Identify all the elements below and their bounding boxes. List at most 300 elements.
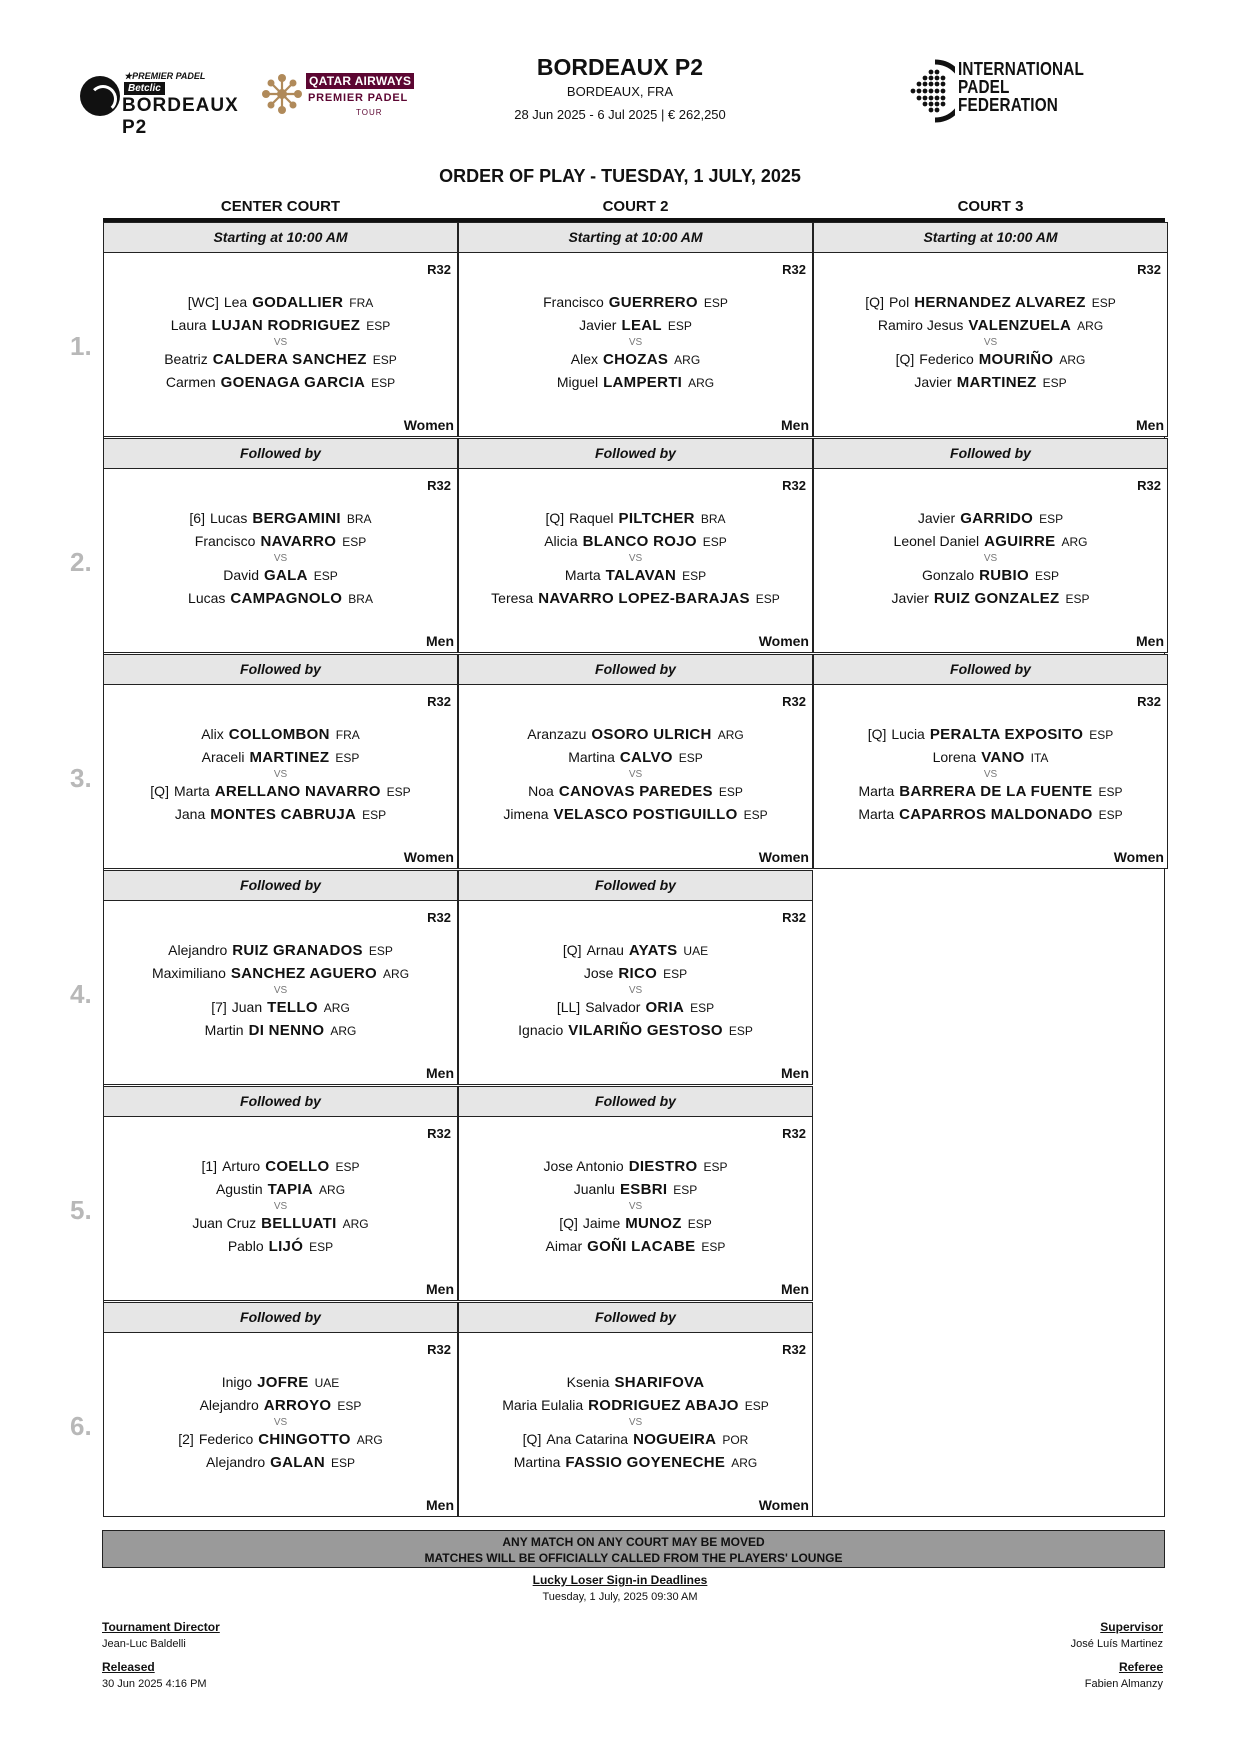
player-country: ESP bbox=[682, 569, 707, 583]
player-country: ESP bbox=[667, 319, 692, 333]
player-country: ARG bbox=[319, 1183, 346, 1197]
player-country: ARG bbox=[330, 1024, 357, 1038]
player-last-name: AGUIRRE bbox=[984, 533, 1056, 550]
match-players bbox=[459, 939, 812, 1042]
player-line bbox=[814, 587, 1167, 610]
player-line bbox=[104, 1155, 457, 1178]
player-last-name: PILTCHER bbox=[618, 510, 695, 527]
player-line bbox=[104, 1212, 457, 1235]
followed-by-header: Followed by bbox=[458, 1086, 813, 1117]
player-country: ESP bbox=[755, 592, 780, 606]
match-card-court-2-2[interactable] bbox=[458, 468, 813, 653]
padel-ball-icon bbox=[80, 76, 120, 116]
player-country: ESP bbox=[1034, 569, 1059, 583]
court-name-court-3: COURT 3 bbox=[957, 198, 1024, 215]
player-first-name: Alejandro bbox=[206, 1454, 266, 1470]
tournament-dates: 28 Jun 2025 - 6 Jul 2025 | € 262,250 bbox=[514, 107, 726, 122]
player-line bbox=[459, 780, 812, 803]
player-line bbox=[104, 1451, 457, 1474]
court-start-time: Starting at 10:00 AM bbox=[813, 222, 1168, 253]
player-seed: [Q] bbox=[895, 351, 915, 367]
player-line bbox=[814, 723, 1167, 746]
player-country: ESP bbox=[703, 1160, 728, 1174]
player-line bbox=[459, 1178, 812, 1201]
player-seed: [Q] bbox=[522, 1431, 542, 1447]
ipf-name: INTERNATIONAL PADEL FEDERATION bbox=[958, 59, 1085, 115]
match-round: R32 bbox=[1137, 478, 1161, 493]
player-last-name: RUIZ GONZALEZ bbox=[933, 590, 1060, 607]
player-first-name: Marta bbox=[173, 783, 210, 799]
match-players bbox=[814, 291, 1167, 394]
player-last-name: CAPARROS MALDONADO bbox=[899, 806, 1093, 823]
player-seed: [6] bbox=[189, 510, 205, 526]
player-seed: [WC] bbox=[187, 294, 219, 310]
followed-by-header: Followed by bbox=[103, 870, 458, 901]
logo-premier-text: ★PREMIER PADEL bbox=[124, 71, 206, 81]
logo-sponsor-text: Betclic bbox=[124, 82, 165, 95]
player-line bbox=[459, 1394, 812, 1417]
player-line bbox=[459, 348, 812, 371]
player-country: ITA bbox=[1030, 751, 1049, 765]
match-round: R32 bbox=[1137, 694, 1161, 709]
player-first-name: Jimena bbox=[503, 806, 549, 822]
player-first-name: Jose bbox=[583, 965, 614, 981]
player-line bbox=[459, 1371, 812, 1394]
followed-by-header: Followed by bbox=[813, 438, 1168, 469]
player-seed: [Q] bbox=[150, 783, 169, 799]
match-players bbox=[459, 1155, 812, 1258]
tournament-title: BORDEAUX P2 bbox=[536, 54, 704, 80]
player-first-name: Ramiro Jesus bbox=[877, 317, 964, 333]
tournament-location: BORDEAUX, FRA bbox=[566, 84, 674, 99]
match-card-center-4[interactable] bbox=[103, 900, 458, 1085]
player-first-name: Pol bbox=[888, 294, 910, 310]
match-card-center-3[interactable] bbox=[103, 684, 458, 869]
player-first-name: Leonel Daniel bbox=[893, 533, 980, 549]
ipf-logo bbox=[905, 58, 1085, 124]
followed-by-header: Followed by bbox=[103, 1302, 458, 1333]
player-first-name: Lucas bbox=[209, 510, 248, 526]
player-country: ARG bbox=[356, 1433, 383, 1447]
player-first-name: David bbox=[223, 567, 260, 583]
versus-label: VS bbox=[628, 769, 643, 780]
match-card-court-2-5[interactable] bbox=[458, 1116, 813, 1301]
player-first-name: Juan Cruz bbox=[192, 1215, 257, 1231]
player-first-name: Maria Eulalia bbox=[502, 1397, 584, 1413]
match-round: R32 bbox=[782, 910, 806, 925]
player-first-name: Jana bbox=[174, 806, 206, 822]
player-last-name: OSORO ULRICH bbox=[591, 726, 712, 743]
tournament-director-label: Tournament Director bbox=[102, 1620, 220, 1634]
player-last-name: FASSIO GOYENECHE bbox=[565, 1454, 726, 1471]
match-card-court-3-2[interactable] bbox=[813, 468, 1168, 653]
referee-label: Referee bbox=[1118, 1660, 1163, 1674]
player-line bbox=[459, 530, 812, 553]
player-last-name: MONTES CABRUJA bbox=[210, 806, 357, 823]
player-line bbox=[459, 314, 812, 337]
court-name-court-2: COURT 2 bbox=[602, 198, 669, 215]
player-last-name: NOGUEIRA bbox=[633, 1431, 717, 1448]
player-line bbox=[459, 939, 812, 962]
player-country: ARG bbox=[323, 1001, 350, 1015]
player-country: ESP bbox=[703, 296, 728, 310]
player-country: ESP bbox=[702, 535, 727, 549]
match-round: R32 bbox=[1137, 262, 1161, 277]
match-category: Women bbox=[758, 849, 809, 865]
player-first-name: Aimar bbox=[545, 1238, 583, 1254]
referee-name: Fabien Almanzy bbox=[1084, 1678, 1163, 1690]
match-category: Men bbox=[1136, 633, 1164, 649]
player-last-name: PERALTA EXPOSITO bbox=[929, 726, 1084, 743]
player-line bbox=[814, 780, 1167, 803]
match-category: Men bbox=[426, 633, 454, 649]
player-last-name: VELASCO POSTIGUILLO bbox=[553, 806, 738, 823]
player-country: ESP bbox=[1098, 808, 1123, 822]
player-first-name: Miguel bbox=[556, 374, 599, 390]
lucky-loser-date: Tuesday, 1 July, 2025 09:30 AM bbox=[542, 1591, 698, 1603]
player-first-name: Lorena bbox=[932, 749, 977, 765]
player-first-name: Alejandro bbox=[168, 942, 228, 958]
player-last-name: RICO bbox=[618, 965, 658, 982]
match-players bbox=[814, 507, 1167, 610]
match-card-court-3-1[interactable] bbox=[813, 252, 1168, 437]
player-line bbox=[459, 507, 812, 530]
player-country: UAE bbox=[314, 1376, 340, 1390]
player-last-name: JOFRE bbox=[257, 1374, 309, 1391]
versus-label: VS bbox=[273, 1201, 288, 1212]
player-line bbox=[459, 1212, 812, 1235]
supervisor-label: Supervisor bbox=[1100, 1620, 1163, 1634]
versus-label: VS bbox=[273, 553, 288, 564]
match-category: Men bbox=[426, 1065, 454, 1081]
player-first-name: Alex bbox=[570, 351, 599, 367]
player-country: ESP bbox=[690, 1001, 715, 1015]
player-first-name: Javier bbox=[917, 510, 956, 526]
match-card-court-2-4[interactable] bbox=[458, 900, 813, 1085]
match-category: Women bbox=[403, 417, 454, 433]
player-last-name: COLLOMBON bbox=[228, 726, 330, 743]
player-first-name: Raquel bbox=[569, 510, 614, 526]
match-round: R32 bbox=[427, 1126, 451, 1141]
player-first-name: Marta bbox=[564, 567, 601, 583]
player-line bbox=[104, 803, 457, 826]
player-line bbox=[459, 1451, 812, 1474]
event-logo bbox=[80, 68, 420, 138]
player-country: ESP bbox=[718, 785, 743, 799]
player-last-name: GALAN bbox=[270, 1454, 325, 1471]
player-line bbox=[104, 1394, 457, 1417]
player-country: ESP bbox=[1065, 592, 1090, 606]
match-round: R32 bbox=[427, 910, 451, 925]
followed-by-header: Followed by bbox=[458, 438, 813, 469]
row-number: 2. bbox=[70, 547, 92, 577]
player-country: ESP bbox=[673, 1183, 698, 1197]
versus-label: VS bbox=[273, 1417, 288, 1428]
player-last-name: CALDERA SANCHEZ bbox=[212, 351, 367, 368]
player-country: ESP bbox=[386, 785, 411, 799]
player-last-name: NAVARRO bbox=[260, 533, 337, 550]
match-players bbox=[104, 507, 457, 610]
released-date: 30 Jun 2025 4:16 PM bbox=[102, 1678, 207, 1690]
player-country: ARG bbox=[342, 1217, 369, 1231]
player-first-name: Araceli bbox=[201, 749, 245, 765]
player-line bbox=[104, 371, 457, 394]
match-players bbox=[104, 1371, 457, 1474]
player-line bbox=[104, 1371, 457, 1394]
tournament-director-name: Jean-Luc Baldelli bbox=[102, 1638, 186, 1650]
versus-label: VS bbox=[273, 337, 288, 348]
player-first-name: Aranzazu bbox=[527, 726, 587, 742]
match-category: Men bbox=[781, 1281, 809, 1297]
player-last-name: ARELLANO NAVARRO bbox=[214, 783, 381, 800]
row-number: 4. bbox=[70, 979, 92, 1009]
ipf-emblem-icon bbox=[905, 58, 955, 124]
player-line bbox=[104, 291, 457, 314]
player-country: FRA bbox=[349, 296, 374, 310]
supervisor-name: José Luís Martinez bbox=[1070, 1638, 1163, 1650]
player-line bbox=[814, 746, 1167, 769]
player-first-name: Francisco bbox=[543, 294, 604, 310]
player-country: POR bbox=[722, 1433, 749, 1447]
player-line bbox=[104, 314, 457, 337]
player-line bbox=[814, 291, 1167, 314]
player-first-name: Jose Antonio bbox=[543, 1158, 624, 1174]
player-first-name: Lucas bbox=[188, 590, 226, 606]
player-country: ESP bbox=[368, 944, 393, 958]
player-last-name: ARROYO bbox=[263, 1397, 332, 1414]
player-line bbox=[104, 723, 457, 746]
player-line bbox=[814, 314, 1167, 337]
player-line bbox=[814, 564, 1167, 587]
match-category: Men bbox=[426, 1281, 454, 1297]
player-line bbox=[104, 746, 457, 769]
player-last-name: LIJÓ bbox=[268, 1238, 304, 1255]
player-line bbox=[104, 530, 457, 553]
match-category: Men bbox=[781, 417, 809, 433]
player-country: ESP bbox=[744, 1399, 769, 1413]
player-country: ARG bbox=[1061, 535, 1088, 549]
match-category: Women bbox=[1113, 849, 1164, 865]
player-country: ESP bbox=[366, 319, 391, 333]
released-label: Released bbox=[102, 1660, 155, 1674]
player-line bbox=[459, 587, 812, 610]
player-seed: [LL] bbox=[556, 999, 581, 1015]
airline-text: QATAR AIRWAYS bbox=[306, 73, 414, 89]
flower-icon bbox=[258, 70, 306, 118]
player-line bbox=[814, 803, 1167, 826]
match-category: Women bbox=[403, 849, 454, 865]
player-first-name: Beatriz bbox=[164, 351, 208, 367]
match-card-center-2[interactable] bbox=[103, 468, 458, 653]
match-category: Men bbox=[781, 1065, 809, 1081]
player-last-name: SANCHEZ AGUERO bbox=[230, 965, 378, 982]
player-last-name: LEAL bbox=[621, 317, 662, 334]
match-card-court-3-3[interactable] bbox=[813, 684, 1168, 869]
match-players bbox=[104, 939, 457, 1042]
match-players bbox=[104, 1155, 457, 1258]
match-category: Men bbox=[1136, 417, 1164, 433]
player-first-name: Carmen bbox=[165, 374, 216, 390]
player-line bbox=[814, 371, 1167, 394]
player-country: ARG bbox=[1077, 319, 1104, 333]
player-country: ESP bbox=[372, 353, 397, 367]
player-first-name: Ignacio bbox=[518, 1022, 564, 1038]
match-card-center-6[interactable] bbox=[103, 1332, 458, 1517]
player-line bbox=[459, 1155, 812, 1178]
player-first-name: Juanlu bbox=[573, 1181, 615, 1197]
player-line bbox=[104, 564, 457, 587]
player-country: ESP bbox=[337, 1399, 362, 1413]
player-country: BRA bbox=[346, 512, 372, 526]
player-last-name: RUIZ GRANADOS bbox=[232, 942, 363, 959]
player-first-name: Federico bbox=[198, 1431, 254, 1447]
player-line bbox=[104, 1235, 457, 1258]
player-last-name: GODALLIER bbox=[252, 294, 344, 311]
player-country: ESP bbox=[743, 808, 768, 822]
player-first-name: Alejandro bbox=[199, 1397, 259, 1413]
player-first-name: Javier bbox=[579, 317, 617, 333]
logo-event-text: BORDEAUX P2 bbox=[122, 95, 239, 138]
player-country: ARG bbox=[731, 1456, 758, 1470]
player-first-name: Noa bbox=[528, 783, 554, 799]
player-last-name: GUERRERO bbox=[608, 294, 698, 311]
player-last-name: GARRIDO bbox=[960, 510, 1034, 527]
player-first-name: Marta bbox=[858, 783, 895, 799]
player-first-name: Federico bbox=[919, 351, 974, 367]
player-line bbox=[104, 1019, 457, 1042]
player-last-name: LAMPERTI bbox=[603, 374, 683, 391]
player-last-name: CANOVAS PAREDES bbox=[558, 783, 713, 800]
versus-label: VS bbox=[273, 769, 288, 780]
player-line bbox=[104, 962, 457, 985]
match-round: R32 bbox=[427, 478, 451, 493]
player-country: ESP bbox=[701, 1240, 726, 1254]
player-first-name: Martina bbox=[568, 749, 615, 765]
player-line bbox=[814, 507, 1167, 530]
match-round: R32 bbox=[427, 1342, 451, 1357]
court-start-time: Starting at 10:00 AM bbox=[458, 222, 813, 253]
player-first-name: Javier bbox=[914, 374, 952, 390]
player-country: ARG bbox=[1059, 353, 1086, 367]
player-last-name: MARTINEZ bbox=[249, 749, 330, 766]
player-line bbox=[814, 530, 1167, 553]
player-last-name: MARTINEZ bbox=[956, 374, 1037, 391]
versus-label: VS bbox=[628, 337, 643, 348]
match-round: R32 bbox=[782, 1342, 806, 1357]
player-first-name: Martin bbox=[204, 1022, 244, 1038]
player-line bbox=[459, 1428, 812, 1451]
player-last-name: CHINGOTTO bbox=[258, 1431, 351, 1448]
player-first-name: Martina bbox=[513, 1454, 561, 1470]
match-players bbox=[459, 723, 812, 826]
player-country: ESP bbox=[335, 1160, 360, 1174]
player-first-name: Ana Catarina bbox=[546, 1431, 629, 1447]
player-last-name: LUJAN RODRIGUEZ bbox=[211, 317, 361, 334]
player-country: ESP bbox=[1098, 785, 1123, 799]
player-line bbox=[814, 348, 1167, 371]
player-first-name: Francisco bbox=[194, 533, 256, 549]
player-last-name: MUNOZ bbox=[625, 1215, 682, 1232]
player-line bbox=[104, 587, 457, 610]
match-players bbox=[459, 507, 812, 610]
bordeaux-p2-logo bbox=[80, 68, 265, 138]
player-line bbox=[104, 507, 457, 530]
tour-name-text: PREMIER PADEL bbox=[308, 92, 409, 104]
match-card-center-1[interactable] bbox=[103, 252, 458, 437]
player-line bbox=[459, 371, 812, 394]
notice-line-2: MATCHES WILL BE OFFICIALLY CALLED FROM THE PLAYERS' LOUNGE bbox=[424, 1551, 843, 1565]
versus-label: VS bbox=[983, 769, 998, 780]
player-country: ESP bbox=[678, 751, 703, 765]
player-country: ESP bbox=[1039, 512, 1064, 526]
player-last-name: BELLUATI bbox=[261, 1215, 337, 1232]
player-last-name: MOURIÑO bbox=[978, 351, 1054, 368]
player-seed: [2] bbox=[178, 1431, 194, 1447]
player-line bbox=[459, 1019, 812, 1042]
match-card-center-5[interactable] bbox=[103, 1116, 458, 1301]
player-line bbox=[459, 962, 812, 985]
match-card-court-2-3[interactable] bbox=[458, 684, 813, 869]
row-number: 3. bbox=[70, 763, 92, 793]
player-first-name: Maximiliano bbox=[151, 965, 226, 981]
tour-text: TOUR bbox=[356, 108, 383, 117]
player-first-name: Inigo bbox=[221, 1374, 253, 1390]
player-line bbox=[104, 1428, 457, 1451]
match-category: Men bbox=[426, 1497, 454, 1513]
player-last-name: VANO bbox=[981, 749, 1025, 766]
player-seed: [Q] bbox=[865, 294, 884, 310]
player-seed: [Q] bbox=[562, 942, 582, 958]
match-card-court-2-6[interactable] bbox=[458, 1332, 813, 1517]
lucky-loser-title: Lucky Loser Sign-in Deadlines bbox=[532, 1573, 708, 1587]
match-card-court-2-1[interactable] bbox=[458, 252, 813, 437]
player-country: ESP bbox=[309, 1240, 334, 1254]
versus-label: VS bbox=[628, 1201, 643, 1212]
match-players bbox=[814, 723, 1167, 826]
player-line bbox=[104, 996, 457, 1019]
player-last-name: BLANCO ROJO bbox=[582, 533, 697, 550]
player-last-name: SHARIFOVA bbox=[614, 1374, 705, 1391]
player-first-name: Pablo bbox=[227, 1238, 264, 1254]
player-last-name: VILARIÑO GESTOSO bbox=[568, 1022, 723, 1039]
notice-line-1: ANY MATCH ON ANY COURT MAY BE MOVED bbox=[502, 1535, 765, 1549]
followed-by-header: Followed by bbox=[813, 654, 1168, 685]
match-players bbox=[104, 291, 457, 394]
player-country: ARG bbox=[383, 967, 410, 981]
match-round: R32 bbox=[427, 694, 451, 709]
player-seed: [Q] bbox=[545, 510, 565, 526]
player-first-name: Marta bbox=[858, 806, 895, 822]
player-last-name: GOENAGA GARCIA bbox=[220, 374, 366, 391]
player-seed: [Q] bbox=[559, 1215, 578, 1231]
player-last-name: ESBRI bbox=[619, 1181, 668, 1198]
match-category: Women bbox=[758, 1497, 809, 1513]
player-last-name: TELLO bbox=[267, 999, 318, 1016]
player-first-name: Jaime bbox=[582, 1215, 621, 1231]
match-players bbox=[459, 291, 812, 394]
player-country: ESP bbox=[687, 1217, 712, 1231]
player-first-name: Juan bbox=[231, 999, 263, 1015]
player-last-name: BARRERA DE LA FUENTE bbox=[899, 783, 1093, 800]
player-first-name: Alicia bbox=[544, 533, 578, 549]
player-last-name: CALVO bbox=[619, 749, 673, 766]
player-first-name: Arnau bbox=[586, 942, 624, 958]
player-country: ESP bbox=[335, 751, 360, 765]
player-country: FRA bbox=[335, 728, 360, 742]
followed-by-header: Followed by bbox=[103, 654, 458, 685]
player-line bbox=[459, 564, 812, 587]
player-last-name: GOÑI LACABE bbox=[587, 1238, 696, 1255]
